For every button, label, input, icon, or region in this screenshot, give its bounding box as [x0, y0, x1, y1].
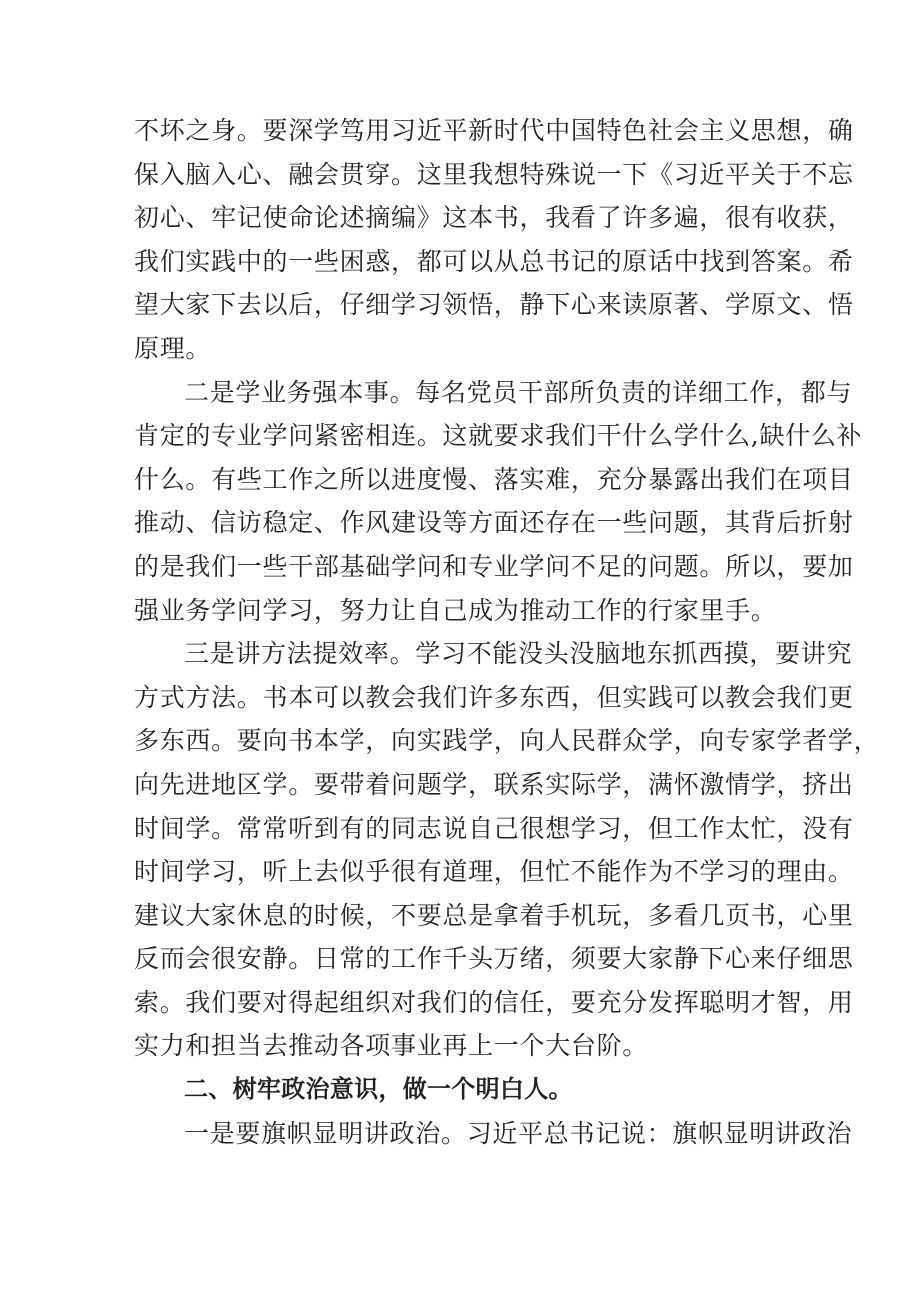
text-line: 实力和担当去推动各项事业再上一个大台阶。 [134, 1031, 649, 1061]
text-line: 保入脑入心、融会贯穿。这里我想特殊说一下《习近平关于不忘 [134, 159, 854, 189]
text-line: 多东西。要向书本学，向实践学，向人民群众学，向专家学者学， [134, 726, 880, 756]
section-heading: 二、树牢政治意识，做一个明白人。 [184, 1075, 573, 1104]
text-line: 什么。有些工作之所以进度慢、落实难，充分暴露出我们在项目 [134, 464, 854, 494]
text-line: 索。我们要对得起组织对我们的信任，要充分发挥聪明才智，用 [134, 987, 854, 1017]
paragraph-start-line: 二是学业务强本事。每名党员干部所负责的详细工作，都与 [184, 377, 853, 407]
paragraph-start-line: 三是讲方法提效率。学习不能没头没脑地东抓西摸，要讲究 [184, 639, 853, 669]
text-line: 原理。 [134, 333, 212, 363]
text-line: 向先进地区学。要带着问题学，联系实际学，满怀激情学，挤出 [134, 769, 854, 799]
text-line: 望大家下去以后，仔细学习领悟，静下心来读原著、学原文、悟 [134, 290, 854, 320]
text-line: 推动、信访稳定、作风建设等方面还存在一些问题，其背后折射 [134, 508, 854, 538]
paragraph-start-line: 一是要旗帜显明讲政治。习近平总书记说：旗帜显明讲政治 [184, 1118, 853, 1148]
text-line: 时间学。常常听到有的同志说自己很想学习，但工作太忙，没有 [134, 813, 854, 843]
text-line: 强业务学问学习，努力让自己成为推动工作的行家里手。 [134, 595, 777, 625]
text-line: 肯定的专业学问紧密相连。这就要求我们干什么学什么,缺什么补 [134, 421, 863, 451]
text-line: 方式方法。书本可以教会我们许多东西，但实践可以教会我们更 [134, 682, 854, 712]
text-line: 建议大家休息的时候，不要总是拿着手机玩，多看几页书，心里 [134, 900, 854, 930]
text-line: 初心、牢记使命论述摘编》这本书，我看了许多遍，很有收获， [134, 203, 854, 233]
text-line: 我们实践中的一些困惑，都可以从总书记的原话中找到答案。希 [134, 246, 854, 276]
text-line: 时间学习，听上去似乎很有道理，但忙不能作为不学习的理由。 [134, 857, 854, 887]
text-line: 反而会很安静。日常的工作千头万绪，须要大家静下心来仔细思 [134, 944, 854, 974]
document-body [134, 109, 880, 1155]
text-line: 不坏之身。要深学笃用习近平新时代中国特色社会主义思想，确 [134, 116, 854, 145]
text-line: 的是我们一些干部基础学问和专业学问不足的问题。所以，要加 [134, 551, 854, 581]
